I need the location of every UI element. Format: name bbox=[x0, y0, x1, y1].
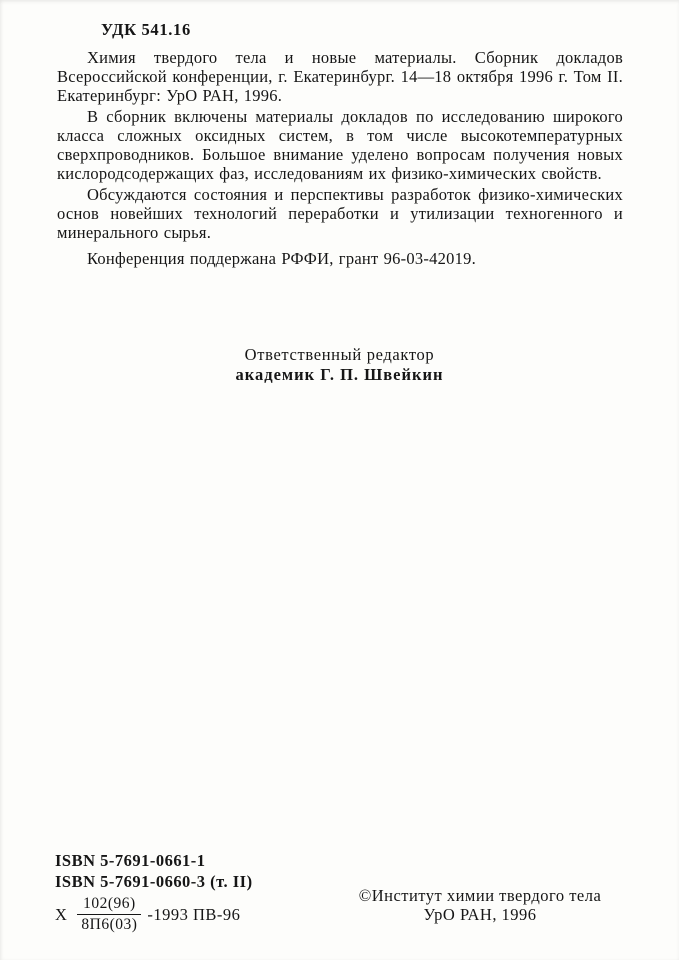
copyright-line-2: УрО РАН, 1996 bbox=[423, 905, 537, 924]
grant-note: Конференция поддержана РФФИ, грант 96-03-42019. bbox=[87, 249, 476, 268]
bibliographic-description: Химия твердого тела и новые материалы. Сборник докладов Всероссийской конференции, г. Екатеринбург. 14—18 октября 1996 г. Том II. Екатеринбург: УрО РАН, 1996. bbox=[57, 48, 623, 105]
annotation-paragraph-2: Обсуждаются состояния и перспективы разработок физико-химических основ новейших технологий переработки и утилизации техногенного и минерального сырья. bbox=[57, 185, 623, 242]
editor-name: академик Г. П. Швейкин bbox=[235, 365, 444, 384]
isbn-line-1: ISBN 5-7691-0661-1 bbox=[55, 851, 206, 870]
annotation-paragraph-1: В сборник включены материалы докладов по исследованию широкого класса сложных оксидных систем, в том числе высокотемпературных сверхпроводников. Большое внимание уделено вопросам получения новых кислородсодержащих фаз, исследованиям их физико-химических свойств. bbox=[57, 107, 623, 183]
copyright-line-1: ©Институт химии твердого тела bbox=[358, 886, 602, 905]
catalog-code-fraction bbox=[77, 895, 141, 934]
fraction-denominator: 8П6(03) bbox=[81, 916, 138, 933]
catalog-code-suffix: -1993 ПВ-96 bbox=[147, 905, 241, 924]
editor-role: Ответственный редактор bbox=[244, 345, 435, 364]
udk-number: УДК 541.16 bbox=[101, 20, 191, 39]
editor-block bbox=[0, 345, 679, 384]
fraction-numerator: 102(96) bbox=[77, 895, 141, 915]
copyright-block bbox=[340, 886, 620, 924]
isbn-line-2: ISBN 5-7691-0660-3 (т. II) bbox=[55, 872, 253, 891]
publication-codes-block bbox=[55, 850, 253, 934]
annotation-block bbox=[57, 20, 623, 268]
catalog-code bbox=[55, 895, 253, 934]
catalog-code-prefix: Х bbox=[55, 905, 68, 924]
